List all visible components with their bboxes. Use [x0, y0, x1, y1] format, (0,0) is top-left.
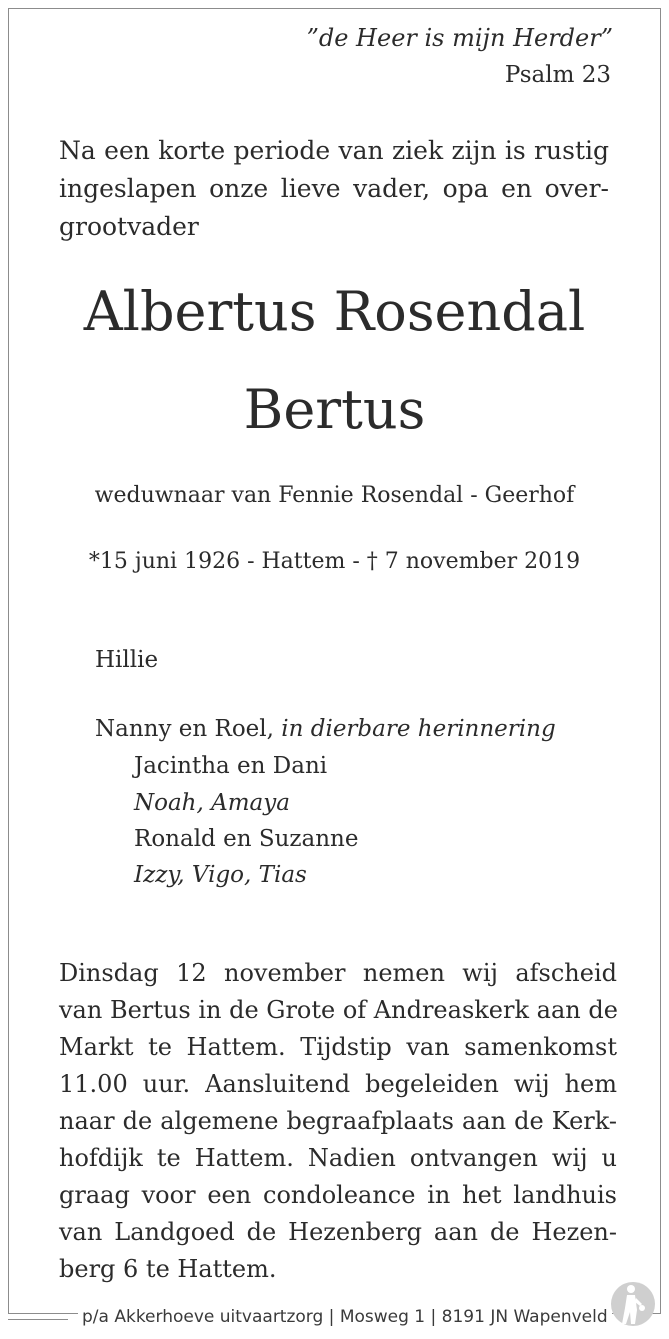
announcement-line: van Bertus in de Grote of Andreaskerk aan de: [59, 996, 618, 1024]
intro-line: grootvader: [59, 212, 199, 241]
memory-note: in dierbare herinnering: [281, 716, 556, 742]
announcement-line: graag voor een condoleance in het landhuis: [59, 1181, 617, 1209]
life-dates: *15 juni 1926 - Hattem - † 7 november 2019: [88, 549, 581, 574]
widower-line: weduwnaar van Fennie Rosendal - Geerhof: [94, 483, 575, 508]
family-member: [95, 716, 556, 742]
intro-paragraph: [59, 132, 609, 246]
bible-quote: ”de Heer is mijn Herder”: [306, 24, 613, 52]
undertaker-address: p/a Akkerhoeve uitvaartzorg | Mosweg 1 | 8191 JN Wapenveld: [78, 1307, 612, 1327]
grandchild-names: Jacintha en Dani: [134, 753, 328, 779]
deceased-nickname: Bertus: [243, 378, 426, 441]
announcement-line: van Landgoed de Hezenberg aan de Hezen-: [59, 1218, 617, 1246]
great-grandchild-names: Noah, Amaya: [134, 790, 290, 816]
announcement-line: berg 6 te Hattem.: [59, 1255, 277, 1283]
announcement-line: naar de algemene begraafplaats aan de Kerk-: [59, 1107, 617, 1135]
family-member: Hillie: [95, 647, 159, 673]
intro-line: Na een korte periode van ziek zijn is rustig: [59, 136, 609, 165]
footer: [0, 1305, 669, 1335]
announcement-line: Markt te Hattem. Tijdstip van samenkomst: [59, 1033, 617, 1061]
grandchild-names: Ronald en Suzanne: [134, 826, 359, 852]
bible-reference: Psalm 23: [504, 62, 611, 88]
great-grandchild-names: Izzy, Vigo, Tias: [134, 862, 307, 888]
footer-rule: [8, 1319, 68, 1320]
announcement-paragraph: [59, 955, 617, 1288]
family-names: Nanny en Roel,: [95, 716, 274, 742]
intro-line: ingeslapen onze lieve vader, opa en over-: [59, 174, 609, 203]
undertaker-logo-icon: [610, 1280, 656, 1332]
announcement-line: hofdijk te Hattem. Nadien ontvangen wij u: [59, 1144, 617, 1172]
announcement-line: 11.00 uur. Aansluitend begeleiden wij hem: [59, 1070, 617, 1098]
deceased-full-name: Albertus Rosendal: [83, 280, 586, 343]
announcement-line: Dinsdag 12 november nemen wij afscheid: [59, 959, 617, 987]
